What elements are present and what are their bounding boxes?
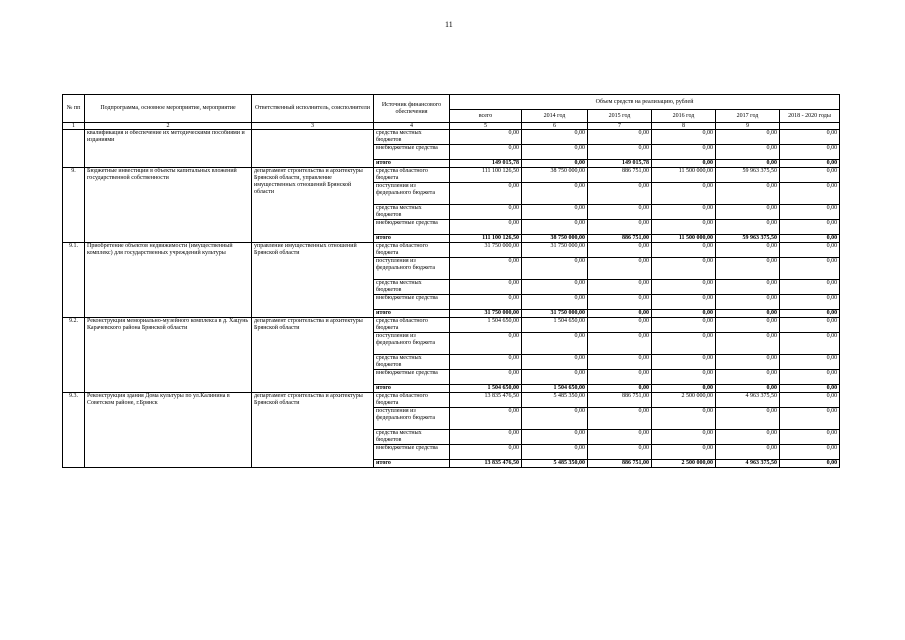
amount-2018-2020: 0,00 [780,220,840,235]
header-program: Подпрограмма, основное мероприятие, мероприятие [85,95,252,123]
amount-2018-2020: 0,00 [780,205,840,220]
amount-2018-2020: 0,00 [780,355,840,370]
row-number: 9.3. [63,393,85,468]
executor-name: департамент строительства и архитектуры Брянской области [252,393,374,468]
amount-2018-2020: 0,00 [780,310,840,318]
amount-2014: 1 504 650,00 [522,385,588,393]
amount-2016: 2 500 000,00 [652,393,716,408]
amount-2017: 0,00 [716,220,780,235]
amount-2014: 0,00 [522,130,588,145]
amount-2017: 0,00 [716,318,780,333]
amount-2017: 0,00 [716,145,780,160]
amount-2017: 0,00 [716,445,780,460]
amount-2016: 2 500 000,00 [652,460,716,468]
header-year-2016: 2016 год [652,110,716,123]
amount-2017: 0,00 [716,205,780,220]
amount-2016: 0,00 [652,280,716,295]
amount-2017: 0,00 [716,310,780,318]
column-number: 2 [85,123,252,130]
funding-source: средства местных бюджетов [374,130,450,145]
amount-2018-2020: 0,00 [780,333,840,355]
amount-2018-2020: 0,00 [780,295,840,310]
amount-2015: 886 751,00 [588,168,652,183]
column-number: 1 [63,123,85,130]
amount-2016: 0,00 [652,295,716,310]
amount-total: 13 835 476,50 [450,460,522,468]
program-name: Реконструкция мемориально-музейного комплекса в д. Хацунь Карачевского района Брянской области [85,318,252,393]
row-number [63,130,85,168]
amount-total: 0,00 [450,430,522,445]
amount-2015: 0,00 [588,183,652,205]
amount-total: 0,00 [450,445,522,460]
amount-2015: 0,00 [588,430,652,445]
funding-source: средства местных бюджетов [374,430,450,445]
amount-2017: 0,00 [716,183,780,205]
amount-2016: 0,00 [652,205,716,220]
amount-2015: 0,00 [588,205,652,220]
funding-source: средства местных бюджетов [374,355,450,370]
amount-2015: 0,00 [588,280,652,295]
funding-source: средства областного бюджета [374,243,450,258]
amount-2017: 0,00 [716,370,780,385]
program-name: Приобретение объектов недвижимости (имущественный комплекс) для государственных учреждений культуры [85,243,252,318]
amount-2017: 0,00 [716,243,780,258]
amount-2016: 0,00 [652,408,716,430]
amount-2017: 0,00 [716,385,780,393]
amount-2017: 59 963 375,50 [716,168,780,183]
funding-source: итого [374,160,450,168]
amount-2014: 0,00 [522,183,588,205]
amount-2015: 0,00 [588,258,652,280]
amount-2014: 0,00 [522,220,588,235]
executor-name: департамент строительства и архитектуры Брянской области, управление имущественных отношений Брянской области [252,168,374,243]
header-num: № пп [63,95,85,123]
amount-2014: 0,00 [522,280,588,295]
column-numbers-row [63,123,840,130]
header-year-2017: 2017 год [716,110,780,123]
page-number: 11 [445,20,453,29]
amount-2014: 0,00 [522,408,588,430]
amount-2018-2020: 0,00 [780,130,840,145]
amount-2015: 0,00 [588,295,652,310]
amount-2014: 5 485 350,00 [522,393,588,408]
column-number: 7 [588,123,652,130]
column-number: 4 [374,123,450,130]
amount-2016: 0,00 [652,130,716,145]
funding-source: средства областного бюджета [374,318,450,333]
table-header [63,95,840,130]
column-number: 6 [522,123,588,130]
amount-2015: 0,00 [588,333,652,355]
header-year-2018-2020: 2018 - 2020 годы [780,110,840,123]
amount-total: 149 015,78 [450,160,522,168]
amount-2016: 0,00 [652,370,716,385]
amount-total: 0,00 [450,205,522,220]
funding-source: средства местных бюджетов [374,205,450,220]
row-number: 9. [63,168,85,243]
table-body [63,130,840,468]
amount-total: 1 504 650,00 [450,318,522,333]
row-number: 9.2. [63,318,85,393]
amount-total: 0,00 [450,333,522,355]
amount-total: 111 100 126,50 [450,235,522,243]
amount-2015: 0,00 [588,445,652,460]
amount-2016: 0,00 [652,355,716,370]
amount-2017: 4 963 375,50 [716,393,780,408]
amount-2014: 0,00 [522,258,588,280]
funding-source: внебюджетные средства [374,445,450,460]
amount-2015: 0,00 [588,145,652,160]
header-year-2015: 2015 год [588,110,652,123]
amount-2016: 11 500 000,00 [652,235,716,243]
amount-2015: 0,00 [588,385,652,393]
amount-2015: 886 751,00 [588,460,652,468]
amount-2016: 0,00 [652,333,716,355]
amount-2018-2020: 0,00 [780,235,840,243]
funding-source: поступления из федерального бюджета [374,183,450,205]
amount-total: 0,00 [450,408,522,430]
amount-2017: 0,00 [716,355,780,370]
funding-source: внебюджетные средства [374,145,450,160]
amount-2018-2020: 0,00 [780,183,840,205]
amount-2018-2020: 0,00 [780,370,840,385]
amount-2015: 149 015,78 [588,160,652,168]
amount-2017: 0,00 [716,408,780,430]
header-volume: Объем средств на реализацию, рублей [450,95,840,110]
amount-2018-2020: 0,00 [780,168,840,183]
amount-2014: 0,00 [522,370,588,385]
amount-2017: 59 963 375,50 [716,235,780,243]
amount-2015: 0,00 [588,243,652,258]
funding-source: поступления из федерального бюджета [374,258,450,280]
amount-2016: 11 500 000,00 [652,168,716,183]
column-number: 9 [716,123,780,130]
amount-2017: 0,00 [716,130,780,145]
amount-2018-2020: 0,00 [780,408,840,430]
amount-total: 0,00 [450,220,522,235]
amount-2014: 0,00 [522,205,588,220]
amount-2018-2020: 0,00 [780,318,840,333]
amount-2016: 0,00 [652,310,716,318]
amount-2017: 0,00 [716,258,780,280]
amount-2015: 0,00 [588,355,652,370]
amount-2018-2020: 0,00 [780,460,840,468]
funding-source: поступления из федерального бюджета [374,408,450,430]
table-row [63,130,840,145]
amount-total: 1 504 650,00 [450,385,522,393]
amount-2014: 5 485 350,00 [522,460,588,468]
funding-source: внебюджетные средства [374,370,450,385]
column-number: 8 [652,123,716,130]
amount-total: 0,00 [450,280,522,295]
amount-2014: 31 750 000,00 [522,310,588,318]
amount-2014: 0,00 [522,333,588,355]
program-name: Реконструкция здания Дома культуры по ул.Калинина в Советском районе, г.Брянск [85,393,252,468]
amount-2018-2020: 0,00 [780,243,840,258]
funding-source: итого [374,385,450,393]
amount-2014: 0,00 [522,430,588,445]
funding-source: итого [374,310,450,318]
amount-2016: 0,00 [652,258,716,280]
amount-2016: 0,00 [652,318,716,333]
amount-total: 13 835 476,50 [450,393,522,408]
amount-total: 31 750 000,00 [450,310,522,318]
amount-2015: 886 751,00 [588,235,652,243]
amount-2018-2020: 0,00 [780,280,840,295]
amount-2018-2020: 0,00 [780,160,840,168]
amount-2015: 0,00 [588,310,652,318]
amount-2018-2020: 0,00 [780,258,840,280]
amount-2015: 0,00 [588,318,652,333]
table-row [63,168,840,183]
funding-source: итого [374,235,450,243]
funding-source: средства областного бюджета [374,168,450,183]
amount-2018-2020: 0,00 [780,445,840,460]
amount-2014: 0,00 [522,160,588,168]
amount-2014: 0,00 [522,355,588,370]
column-number [780,123,840,130]
amount-2017: 0,00 [716,160,780,168]
budget-table [62,94,840,468]
amount-total: 0,00 [450,370,522,385]
amount-2018-2020: 0,00 [780,145,840,160]
amount-2014: 1 504 650,00 [522,318,588,333]
amount-2014: 0,00 [522,145,588,160]
table-row [63,243,840,258]
header-executor: Ответственный исполнитель, соисполнители [252,95,374,123]
amount-2017: 0,00 [716,333,780,355]
executor-name [252,130,374,168]
header-source: Источник финансового обеспечения [374,95,450,123]
amount-total: 0,00 [450,355,522,370]
amount-total: 0,00 [450,295,522,310]
amount-2016: 0,00 [652,160,716,168]
amount-2017: 4 963 375,50 [716,460,780,468]
amount-2015: 886 751,00 [588,393,652,408]
amount-2016: 0,00 [652,183,716,205]
amount-2016: 0,00 [652,445,716,460]
amount-2015: 0,00 [588,220,652,235]
amount-2018-2020: 0,00 [780,385,840,393]
amount-2014: 38 750 000,00 [522,235,588,243]
amount-2017: 0,00 [716,280,780,295]
amount-2015: 0,00 [588,130,652,145]
amount-2016: 0,00 [652,145,716,160]
amount-2016: 0,00 [652,220,716,235]
funding-source: внебюджетные средства [374,295,450,310]
table-row [63,318,840,333]
table-row [63,393,840,408]
amount-2017: 0,00 [716,430,780,445]
amount-total: 0,00 [450,183,522,205]
funding-source: итого [374,460,450,468]
amount-2015: 0,00 [588,408,652,430]
amount-2014: 0,00 [522,445,588,460]
funding-source: средства местных бюджетов [374,280,450,295]
header-year-total: всего [450,110,522,123]
program-name: квалификация и обеспечение их методическими пособиями и изданиями [85,130,252,168]
amount-2015: 0,00 [588,370,652,385]
amount-2017: 0,00 [716,295,780,310]
row-number: 9.1. [63,243,85,318]
funding-source: внебюджетные средства [374,220,450,235]
header-year-2014: 2014 год [522,110,588,123]
amount-total: 0,00 [450,145,522,160]
amount-2016: 0,00 [652,430,716,445]
amount-2018-2020: 0,00 [780,393,840,408]
amount-total: 0,00 [450,130,522,145]
program-name: Бюджетные инвестиции в объекты капитальных вложений государственной собственности [85,168,252,243]
amount-2016: 0,00 [652,243,716,258]
amount-2014: 31 750 000,00 [522,243,588,258]
amount-2014: 0,00 [522,295,588,310]
funding-source: средства областного бюджета [374,393,450,408]
column-number: 3 [252,123,374,130]
amount-2018-2020: 0,00 [780,430,840,445]
amount-total: 0,00 [450,258,522,280]
amount-2016: 0,00 [652,385,716,393]
executor-name: департамент строительства и архитектуры Брянской области [252,318,374,393]
funding-source: поступления из федерального бюджета [374,333,450,355]
column-number: 5 [450,123,522,130]
amount-2014: 38 750 000,00 [522,168,588,183]
amount-total: 31 750 000,00 [450,243,522,258]
amount-total: 111 100 126,50 [450,168,522,183]
executor-name: управление имущественных отношений Брянской области [252,243,374,318]
